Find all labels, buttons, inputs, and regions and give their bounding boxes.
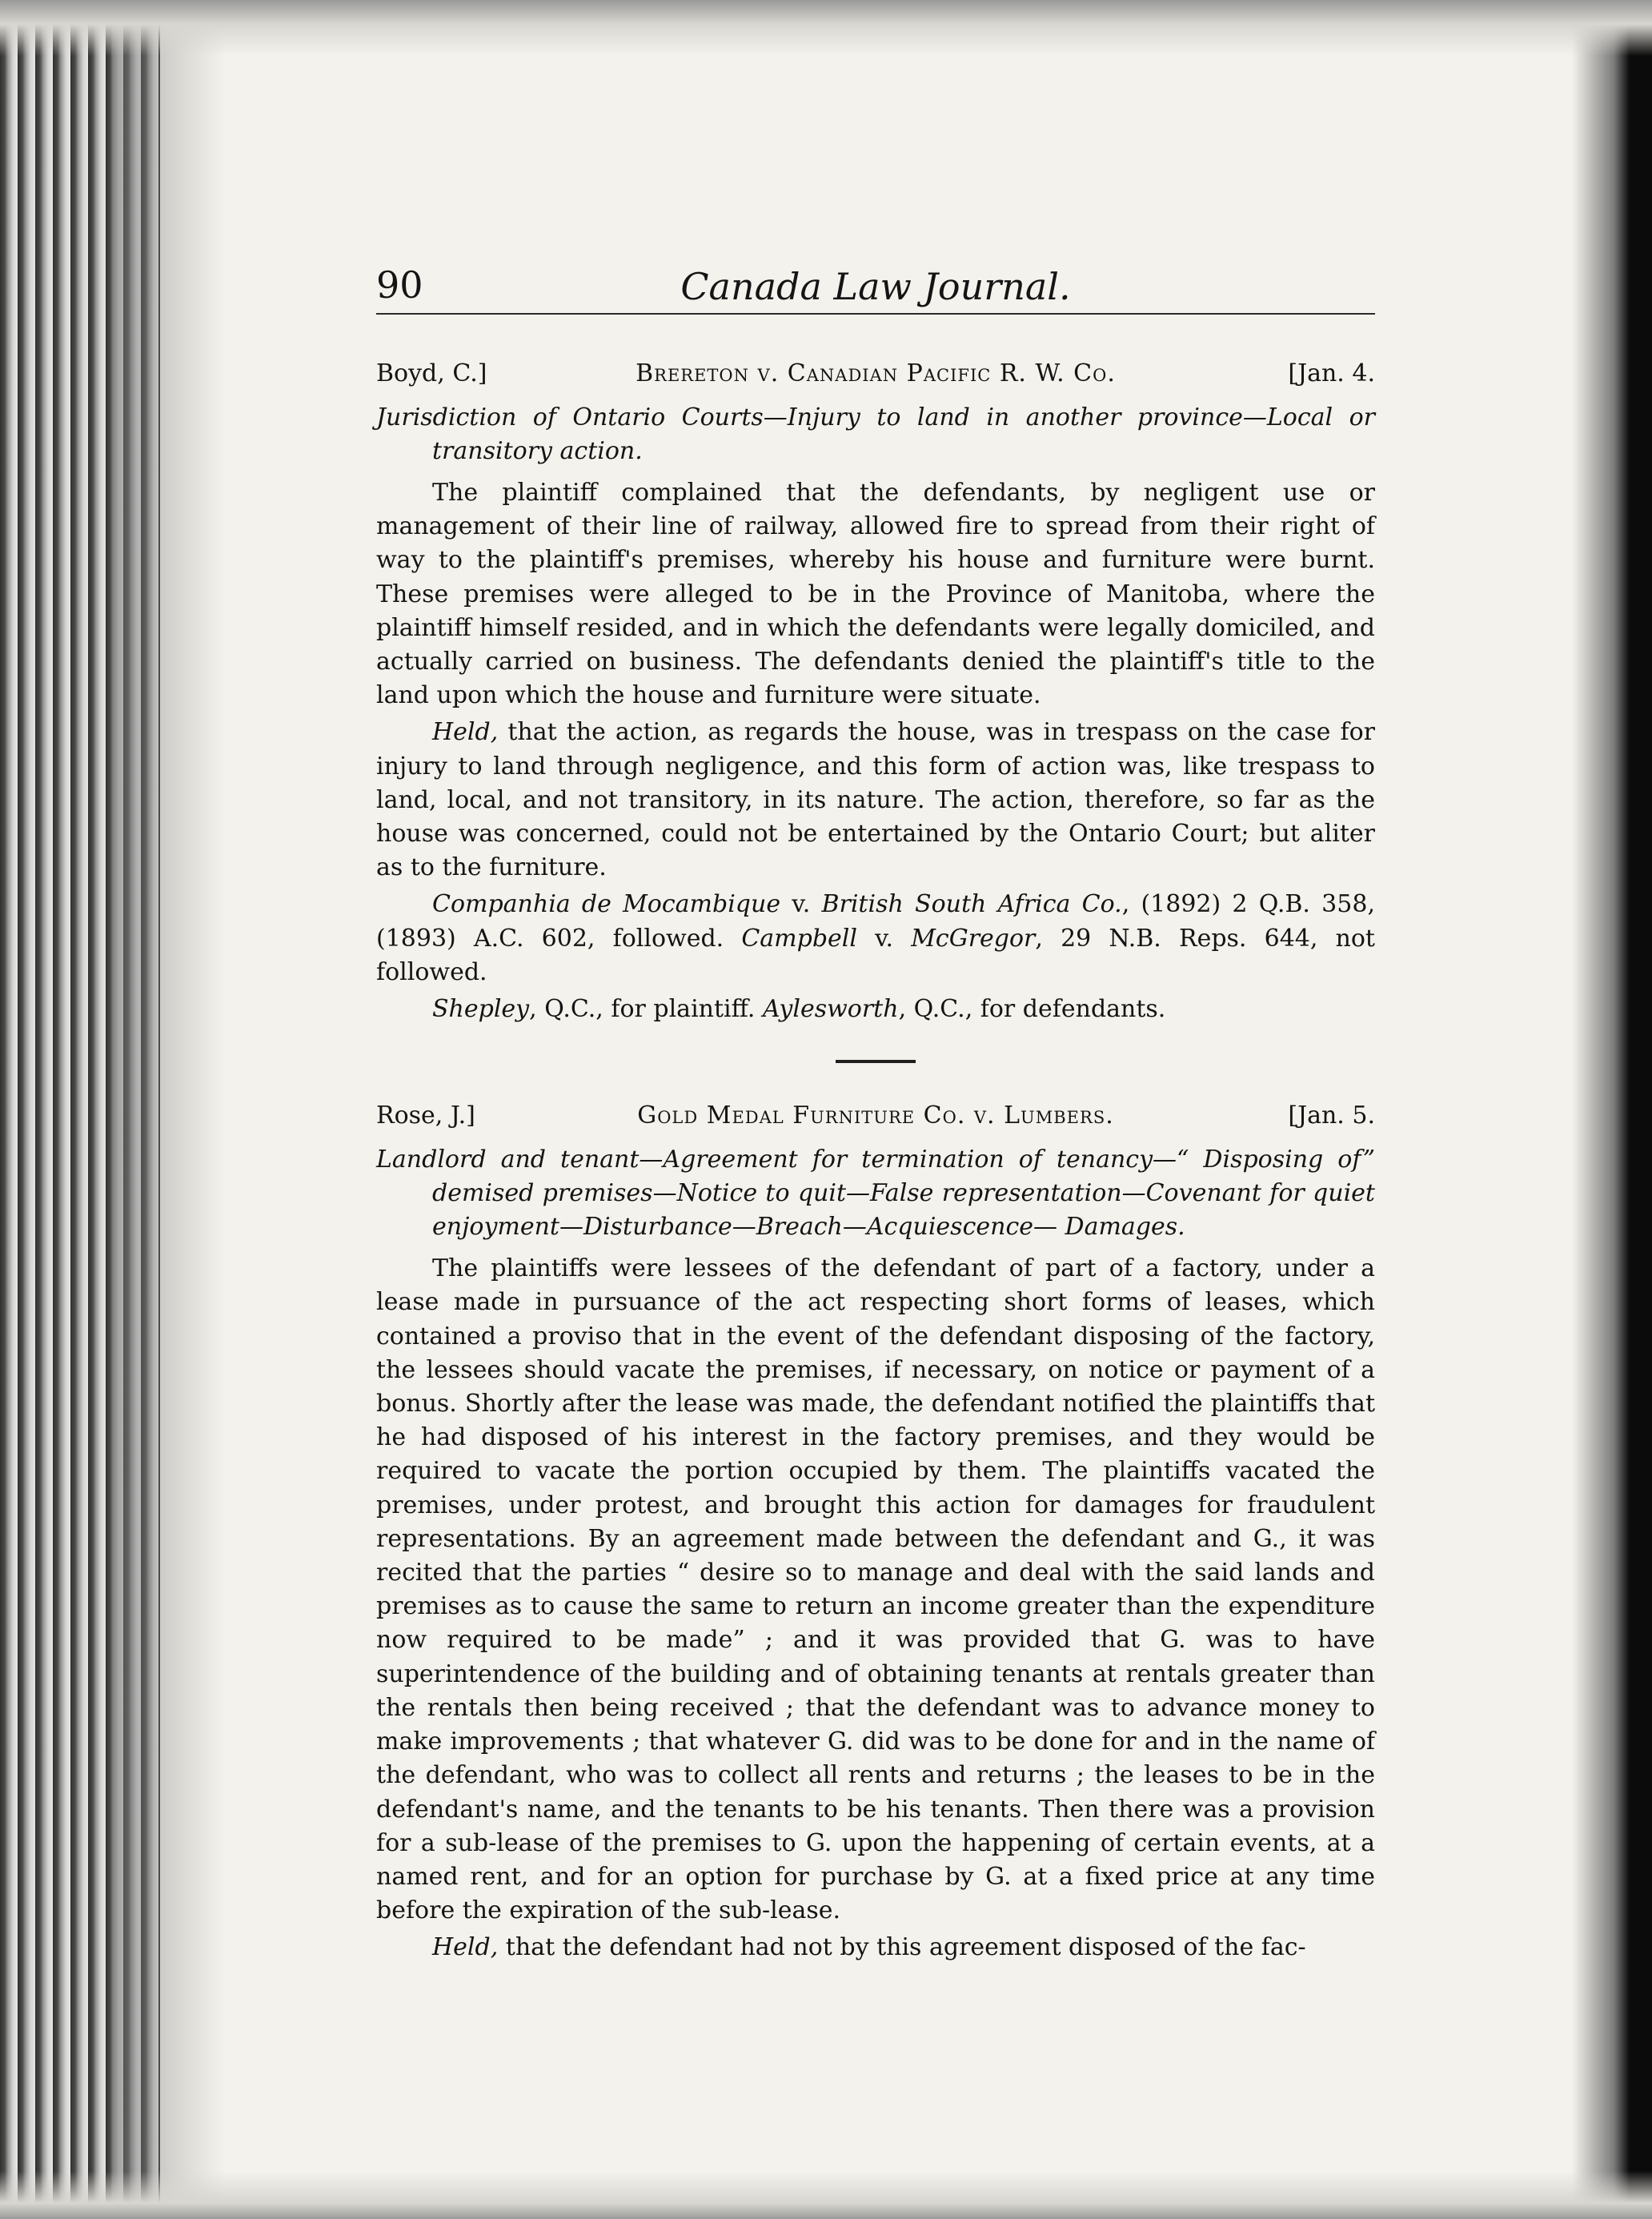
journal-title: Canada Law Journal. [680,265,1071,308]
counsel-name: Shepley [432,995,530,1024]
facts-paragraph: The plaintiff complained that the defendants, by negligent use or management of their line of railway, allowed fire to spread from their right of way to the plaintiff's premises, whereby his house and furniture were burnt. These premises were alleged to be in the Province of Manitoba, where the plaintiff himself resided, and in which the defendants were legally domiciled, and actually carried on business. The defendants denied the plaintiff's title to the land upon which the house and furniture were situate. [376,479,1375,710]
counsel-role: , Q.C., for plaintiff. [529,995,763,1024]
case-report [376,359,1375,1026]
judge-name: Boyd, C.] [376,359,487,387]
authority-case-name: British South Africa Co. [821,890,1122,919]
case-date: [Jan. 4. [1288,359,1375,387]
facts-paragraph: The plaintiffs were lessees of the defendant of part of a factory, under a lease made in pursuance of the act respecting short forms of leases, which contained a proviso that in the event of the defendant disposing of the factory, the lessees should vacate the premises, if necessary, on notice or payment of a bonus. Shortly after the lease was made, the defendant notified the plaintiffs that he had disposed of his interest in the factory premises, and they would be required to vacate the portion occupied by them. The plaintiffs vacated the premises, under protest, and brought this action for damages for fraudulent representations. By an agreement made between the defendant and G., it was recited that the parties “ desire so to manage and deal with the said lands and premises as to cause the same to return an income greater than the expenditure now required to be made” ; and it was provided that G. was to have superintendence of the building and of obtaining tenants at rentals greater than the rentals then being received ; that the defendant was to advance money to make improvements ; that whatever G. did was to be done for and in the name of the defendant, who was to collect all rents and returns ; the leases to be in the defendant's name, and the tenants to be his tenants. Then there was a provision for a sub-lease of the premises to G. upon the happening of certain events, at a named rent, and for an option for purchase by G. at a fixed price at any time before the expiration of the sub-lease. [376,1254,1375,1925]
case-heading [376,1101,1375,1138]
authority-case-name: Campbell [741,924,857,953]
counsel-paragraph [376,993,1375,1026]
running-head [376,260,1375,315]
scan-shadow-bottom [0,2171,1652,2219]
case-name: Brereton v. Canadian Pacific R. W. Co. [636,359,1116,387]
case-report [376,1101,1375,1964]
holding-paragraph [376,716,1375,885]
authority-case-name: McGregor [911,924,1036,953]
case-headnote: Landlord and tenant—Agreement for termination of tenancy—“ Disposing of” demised premises—Notice to quit—False representation—Covenant for quiet enjoyment—Disturbance—Breach—Acquiescence— Damages. [376,1146,1375,1242]
held-label: Held, [432,718,499,747]
case-name: Gold Medal Furniture Co. v. Lumbers. [637,1101,1114,1130]
scan-shadow-left-fade [112,0,224,2219]
page-number: 90 [376,263,423,307]
journal-page [376,260,1375,1968]
case-date: [Jan. 5. [1288,1101,1375,1130]
authority-versus: v. [856,924,912,953]
held-text: that the action, as regards the house, was in trespass on the case for injury to land through negligence, and this form of action was, like trespass to land, local, and not transitory, in its nature. The action, therefore, so far as the house was concerned, could not be entertained by the Ontario Court; but aliter as to the furniture. [376,718,1375,882]
scan-shadow-right [1572,0,1652,2219]
scan-shadow-top [0,0,1652,56]
case-headnote: Jurisdiction of Ontario Courts—Injury to land in another province—Local or transitory action. [376,403,1375,465]
holding-paragraph [376,1931,1375,1964]
counsel-name: Aylesworth [762,995,899,1024]
held-text: that the defendant had not by this agreement disposed of the fac- [498,1933,1306,1962]
counsel-role: , Q.C., for defendants. [898,995,1166,1024]
authorities-paragraph [376,888,1375,989]
authority-versus: v. [780,890,822,919]
case-heading [376,359,1375,396]
authority-citation: , 29 N.B. Reps. 644, not followed. [376,924,1375,986]
section-divider [836,1060,916,1063]
held-label: Held, [432,1933,499,1962]
authority-case-name: Companhia de Mocambique [432,890,781,919]
judge-name: Rose, J.] [376,1101,475,1130]
authority-citation: , (1892) 2 Q.B. 358, (1893) A.C. 602, followed. [376,890,1375,953]
